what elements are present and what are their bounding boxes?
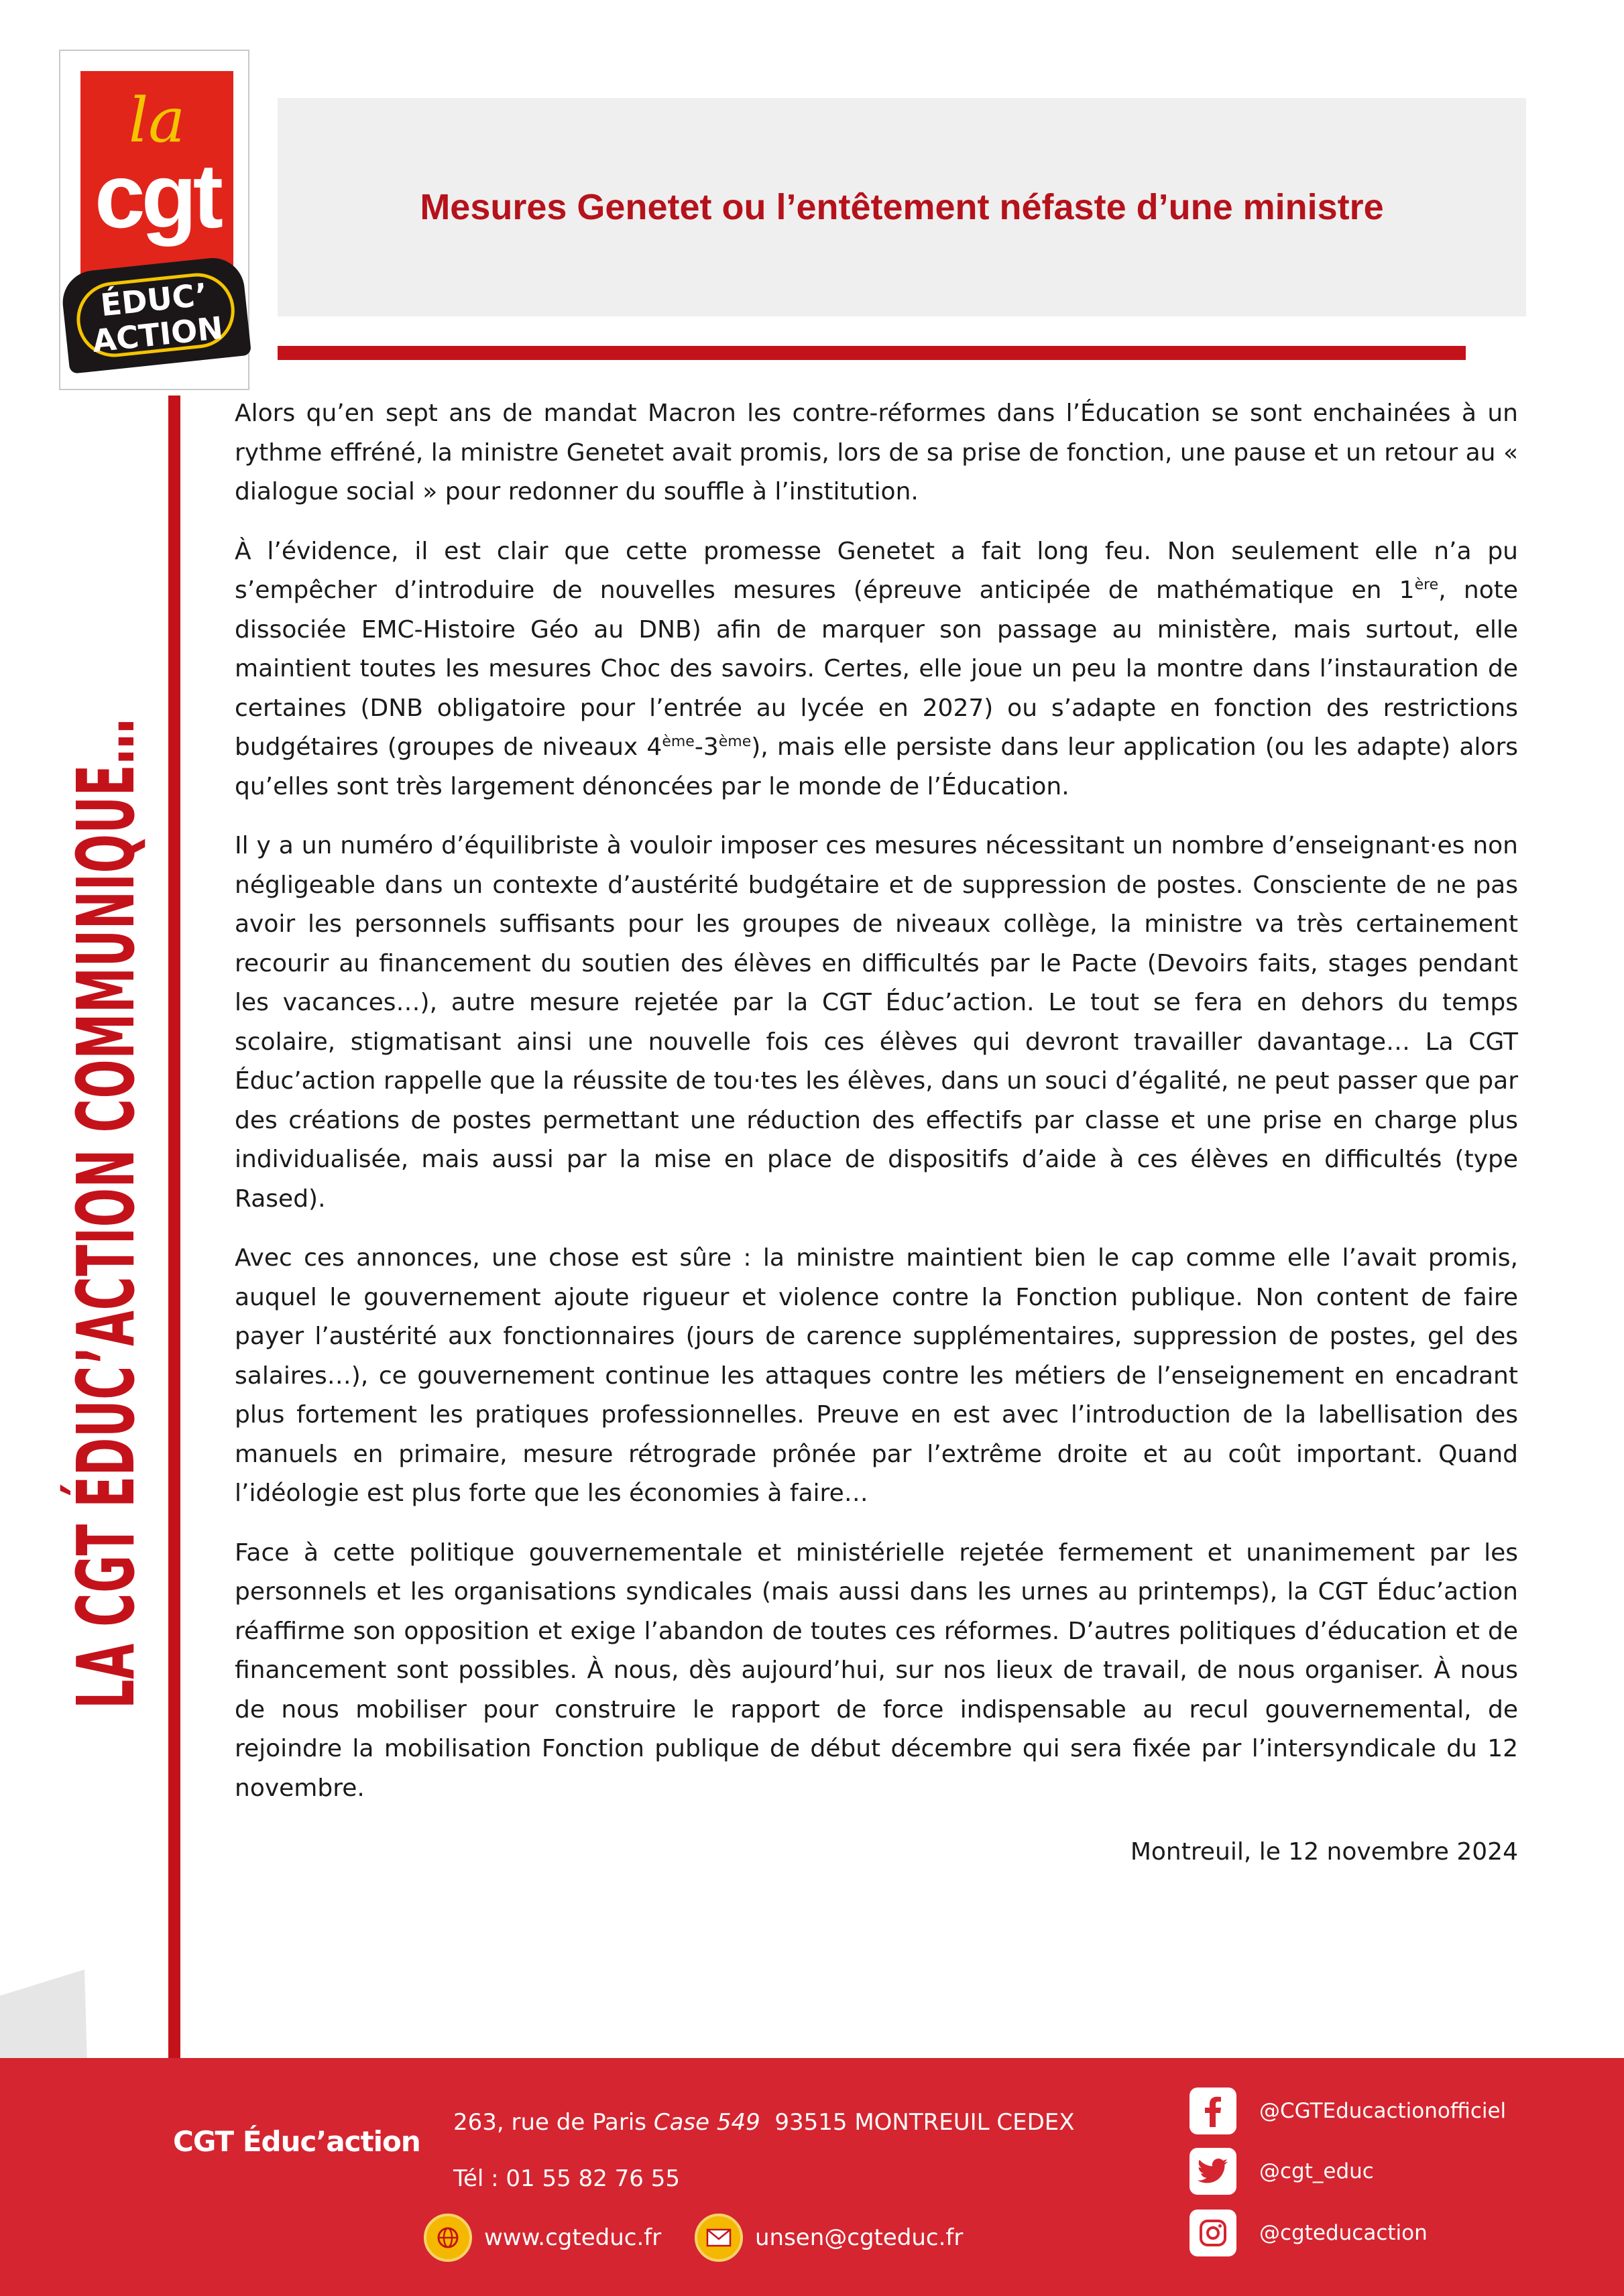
facebook-icon <box>1190 2088 1236 2134</box>
superscript-eme-3: ème <box>718 733 752 750</box>
globe-icon <box>424 2214 472 2262</box>
twitter-link[interactable] <box>1190 2148 1374 2195</box>
cgt-educaction-logo <box>59 50 249 390</box>
paragraph-3: Il y a un numéro d’équilibriste à vouloir imposer ces mesures nécessitant un nombre d’enseignant·es non négligeable dans un contexte d’austérité budgétaire et de suppression de postes. Consciente de ne pas avoir les personnels suffisants pour les groupes de niveaux collège, la ministre va très certainement recourir au financement du soutien des élèves en difficultés par le Pacte (Devoirs faits, stages pendant les vacances…), autre mesure rejetée par la CGT Éduc’action. Le tout se fera en dehors du temps scolaire, stigmatisant ainsi une nouvelle fois ces élèves qui devront travailler davantage… La CGT Éduc’action rappelle que la réussite de tou·tes les élèves, dans un souci d’égalité, ne peut passer que par des créations de postes permettant une réduction des effectifs par classe et une prise en charge plus individualisée, mais aussi par la mise en place de dispositifs d’aide à ces élèves en difficultés (type Rased). <box>235 832 1518 1213</box>
footer <box>0 2058 1624 2296</box>
paragraph-2-part-a: À l’évidence, il est clair que cette promesse Genetet a fait long feu. Non seulement elle n’a pu s’empêcher d’introduire de nouvelles mesures (épreuve anticipée de mathématique en 1 <box>235 537 1518 604</box>
paragraph-2-part-d: ), mais elle persiste dans leur application (ou les adapte) alors qu’elles sont très largement dénoncées par le monde de l’Éducation. <box>235 733 1518 800</box>
envelope-icon <box>695 2214 743 2262</box>
logo-action-text: ACTION <box>91 309 225 359</box>
footer-address <box>453 2109 1075 2136</box>
website-link[interactable] <box>424 2210 661 2266</box>
footer-phone: Tél : 01 55 82 76 55 <box>453 2165 680 2192</box>
article-body <box>235 394 1518 1828</box>
superscript-ere: ère <box>1414 577 1439 593</box>
vertical-red-bar <box>168 396 180 2071</box>
twitter-icon <box>1190 2148 1236 2195</box>
website-text[interactable]: www.cgteduc.fr <box>484 2224 662 2251</box>
date-signature: Montreuil, le 12 novembre 2024 <box>1130 1838 1518 1866</box>
vertical-communique-text: LA CGT ÉDUC’ACTION COMMUNIQUE… <box>60 718 152 1709</box>
email-link[interactable] <box>695 2210 963 2266</box>
paragraph-5: Face à cette politique gouvernementale et ministérielle rejetée fermement et unanimement par les personnels et les organisations syndicales (mais aussi dans les urnes au printemps), la CGT Éduc’action réaffirme son opposition et exige l’abandon de toutes ces réformes. D’autres politiques d’éducation et de financement sont possibles. À nous, dès aujourd’hui, sur nos lieux de travail, de nous organiser. À nous de nous mobiliser pour construire le rapport de force indispensable au recul gouvernemental, de rejoindre la mobilisation Fonction publique de début décembre qui sera fixée par l’intersyndicale du 12 novembre. <box>235 1538 1518 1802</box>
instagram-icon <box>1190 2210 1236 2256</box>
title-underline-rule <box>278 346 1466 360</box>
title-box <box>278 98 1526 316</box>
twitter-handle[interactable]: @cgt_educ <box>1259 2159 1374 2183</box>
superscript-eme-4: ème <box>662 733 695 750</box>
instagram-link[interactable] <box>1190 2210 1428 2256</box>
vertical-communique-label <box>60 359 152 2067</box>
paragraph-4: Avec ces annonces, une chose est sûre : la ministre maintient bien le cap comme elle l’avait promis, auquel le gouvernement ajoute rigueur et violence contre la Fonction publique. Non content de faire payer l’austérité aux fonctionnaires (jours de carence supplémentaires, suppression de postes, gel des salaires…), ce gouvernement continue les attaques contre les métiers de l’enseignement en encadrant plus fortement les pratiques professionnelles. Preuve en est avec l’introduction de la labellisation des manuels en primaire, mesure rétrograde prônée par l’extrême droite et au coût important. Quand l’idéologie est plus forte que les économies à faire… <box>235 1244 1518 1507</box>
address-case: Case 549 <box>653 2109 760 2136</box>
address-street: 263, rue de Paris <box>453 2109 654 2136</box>
page-title: Mesures Genetet ou l’entêtement néfaste d’une ministre <box>420 187 1384 227</box>
logo-badge <box>60 255 251 374</box>
logo-la-text: la <box>128 84 186 156</box>
paragraph-1: Alors qu’en sept ans de mandat Macron les contre-réformes dans l’Éducation se sont enchainées à un rythme effréné, la ministre Genetet avait promis, lors de sa prise de fonction, une pause et un retour au « dialogue social » pour redonner du souffle à l’institution. <box>235 400 1518 505</box>
footer-org-name: CGT Éduc’action <box>173 2125 420 2158</box>
email-text[interactable]: unsen@cgteduc.fr <box>755 2224 964 2251</box>
paragraph-2-part-c: -3 <box>694 733 719 761</box>
instagram-handle[interactable]: @cgteducaction <box>1259 2221 1428 2245</box>
paragraph-2 <box>235 532 1518 807</box>
paragraph-2-part-b: , note dissociée EMC-Histoire Géo au DNB) afin de marquer son passage au ministère, mais surtout, elle maintient toutes les mesures Choc des savoirs. Certes, elle joue un peu la montre dans l’instauration de certaines (DNB obligatoire pour l’entrée au lycée en 2027) ou s’adapte en fonction des restrictions budgétaires (groupes de niveaux 4 <box>235 577 1518 761</box>
facebook-link[interactable] <box>1190 2088 1506 2134</box>
logo-educ-text: ÉDUC’ <box>99 276 210 324</box>
logo-red-block <box>80 71 233 284</box>
logo-cgt-text: cgt <box>95 145 219 247</box>
address-city: 93515 MONTREUIL CEDEX <box>760 2109 1075 2136</box>
facebook-handle[interactable]: @CGTEducactionofficiel <box>1259 2099 1507 2123</box>
